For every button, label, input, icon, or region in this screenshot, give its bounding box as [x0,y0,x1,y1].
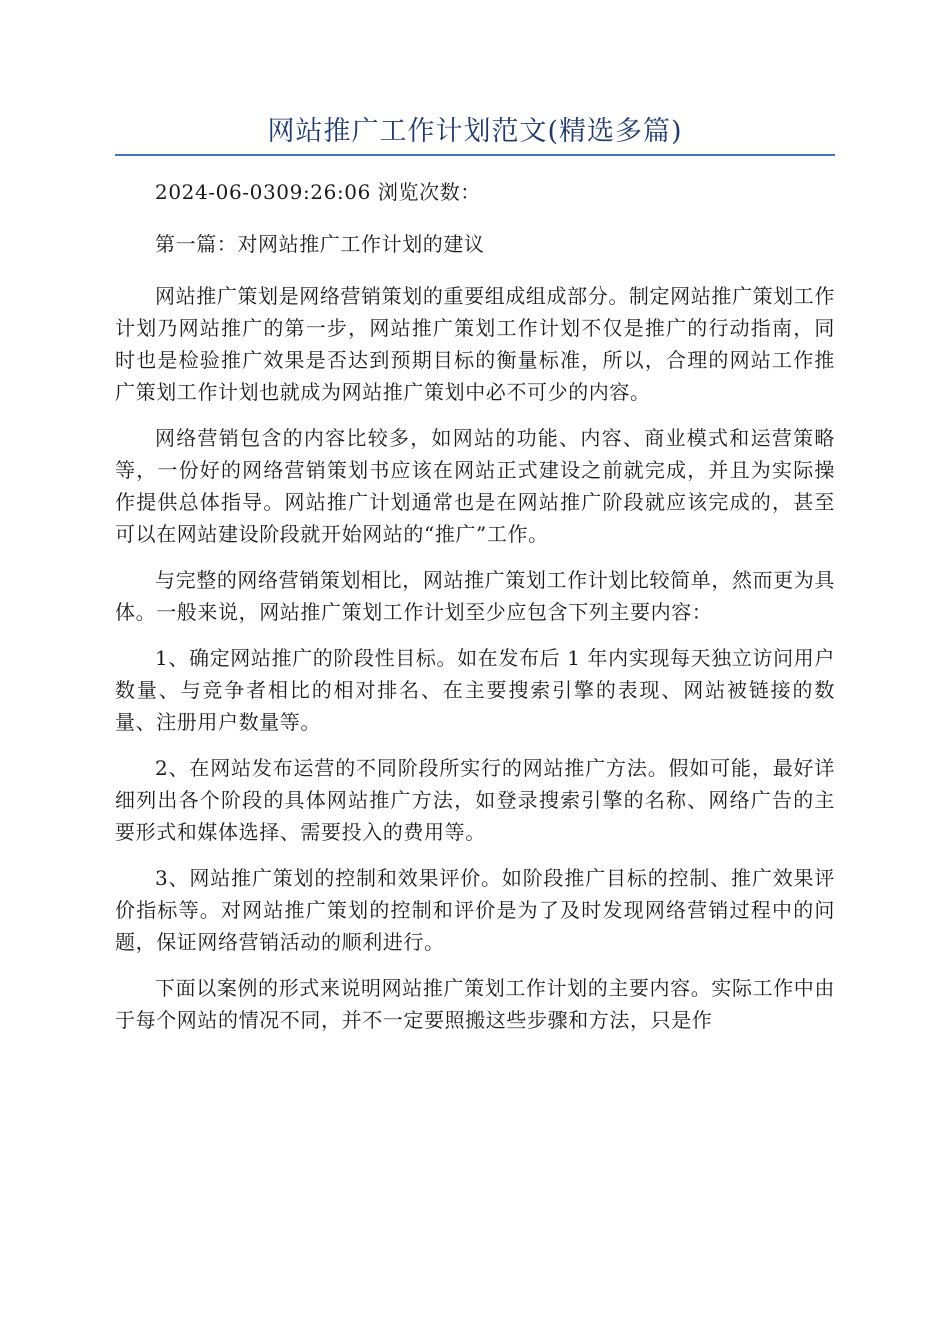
document-body [115,176,835,1050]
list-item-paragraph: 2、在网站发布运营的不同阶段所实行的网站推广方法。假如可能，最好详细列出各个阶段的具体网站推广方法，如登录搜索引擎的名称、网络广告的主要形式和媒体选择、需要投入的费用等。 [115,756,835,844]
title-underline [115,154,835,156]
list-item-paragraph: 3、网站推广策划的控制和效果评价。如阶段推广目标的控制、推广效果评价指标等。对网站推广策划的控制和评价是为了及时发现网络营销过程中的问题，保证网络营销活动的顺利进行。 [115,866,835,954]
paragraph: 网络营销包含的内容比较多，如网站的功能、内容、商业模式和运营策略等，一份好的网络营销策划书应该在网站正式建设之前就完成，并且为实际操作提供总体指导。网站推广计划通常也是在网站推广阶段就应该完成的，甚至可以在网站建设阶段就开始网站的“推广”工作。 [115,426,835,546]
paragraph: 网站推广策划是网络营销策划的重要组成组成部分。制定网站推广策划工作计划乃网站推广的第一步，网站推广策划工作计划不仅是推广的行动指南，同时也是检验推广效果是否达到预期目标的衡量标准，所以，合理的网站工作推广策划工作计划也就成为网站推广策划中必不可少的内容。 [115,284,835,404]
document-title: 网站推广工作计划范文(精选多篇) [267,116,683,147]
meta-line: 2024-06-0309:26:06 浏览次数： [155,180,481,204]
list-item-paragraph: 1、确定网站推广的阶段性目标。如在发布后 1 年内实现每天独立访问用户数量、与竞争者相比的相对排名、在主要搜索引擎的表现、网站被链接的数量、注册用户数量等。 [115,646,835,734]
paragraph: 下面以案例的形式来说明网站推广策划工作计划的主要内容。实际工作中由于每个网站的情况不同，并不一定要照搬这些步骤和方法，只是作 [115,976,835,1032]
paragraph: 与完整的网络营销策划相比，网站推广策划工作计划比较简单，然而更为具体。一般来说，网站推广策划工作计划至少应包含下列主要内容： [115,568,835,624]
section-heading: 第一篇：对网站推广工作计划的建议 [155,232,485,256]
